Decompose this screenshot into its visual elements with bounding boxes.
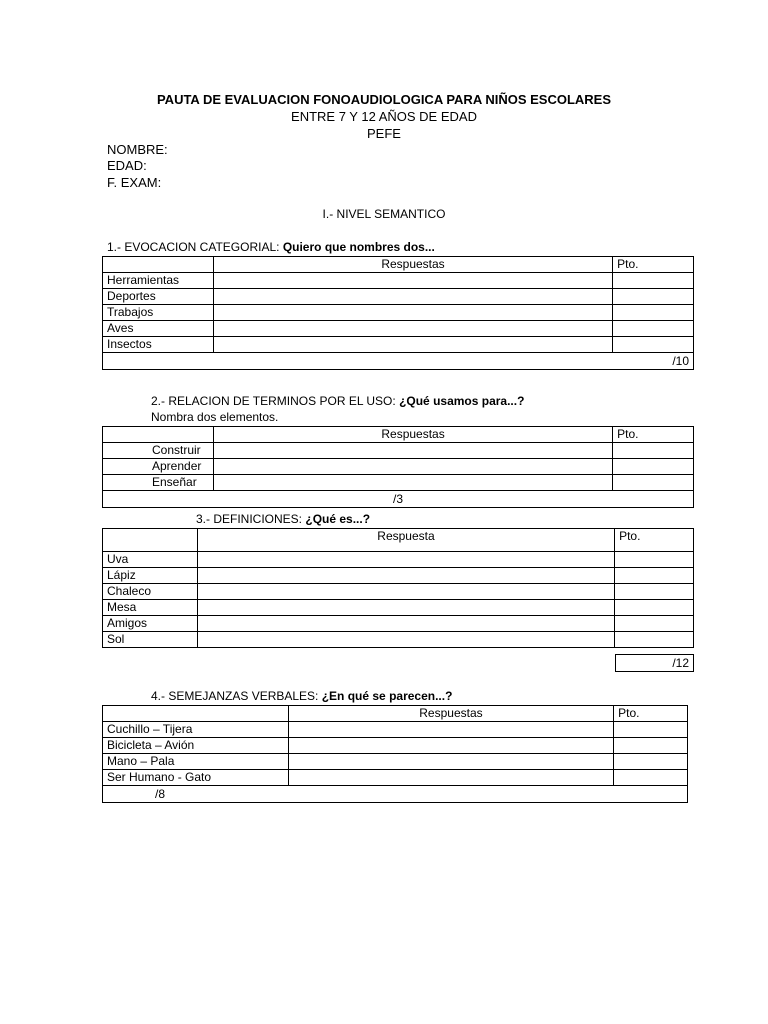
q2-total: /3 [103,491,694,508]
q4-total: /8 [103,786,688,803]
q2-prompt: ¿Qué usamos para...? [399,394,525,408]
row-label: Mesa [103,600,198,616]
answer-cell[interactable] [288,738,613,754]
answer-cell[interactable] [213,289,612,305]
q4-label: 4.- SEMEJANZAS VERBALES: [151,689,322,703]
table-row [103,321,694,337]
total-row [103,353,694,370]
row-label: Sol [103,632,198,648]
table-header-row [103,427,694,443]
table-row [103,305,694,321]
header-respuesta: Respuesta [197,529,614,552]
q4-prompt: ¿En qué se parecen...? [321,689,453,703]
row-label: Trabajos [103,305,214,321]
header-pto: Pto. [614,706,688,722]
answer-cell[interactable] [197,600,614,616]
q3-label: 3.- DEFINICIONES: [196,512,306,526]
row-label: Lápiz [103,568,198,584]
header-blank-cell [103,529,198,552]
table-row [103,568,694,584]
answer-cell[interactable] [197,632,614,648]
table-row [103,754,688,770]
header-respuestas: Respuestas [288,706,613,722]
q3-total: /12 [616,655,694,672]
row-label: Insectos [103,337,214,353]
row-label: Construir [103,443,214,459]
header-blank-cell [103,427,214,443]
answer-cell[interactable] [213,443,612,459]
answer-cell[interactable] [213,305,612,321]
score-cell[interactable] [615,600,694,616]
score-cell[interactable] [614,770,688,786]
header-respuestas: Respuestas [213,427,612,443]
q4-heading [151,689,452,703]
header-blank-cell [103,706,289,722]
answer-cell[interactable] [288,722,613,738]
q3-heading [196,512,370,526]
answer-cell[interactable] [197,616,614,632]
score-cell[interactable] [613,273,694,289]
row-label: Herramientas [103,273,214,289]
score-cell[interactable] [613,459,694,475]
q2-heading [151,394,524,408]
table-row [103,722,688,738]
q1-total: /10 [103,353,694,370]
exam-date-field-label: F. EXAM: [107,175,162,190]
answer-cell[interactable] [213,337,612,353]
row-label: Chaleco [103,584,198,600]
table-row [103,632,694,648]
score-cell[interactable] [615,632,694,648]
table-header-row [103,706,688,722]
answer-cell[interactable] [213,273,612,289]
score-cell[interactable] [613,321,694,337]
score-cell[interactable] [615,568,694,584]
header-pto: Pto. [613,257,694,273]
document-title: PAUTA DE EVALUACION FONOAUDIOLOGICA PARA NIÑOS ESCOLARES [156,92,612,107]
q3-table [102,528,694,648]
q3-prompt: ¿Qué es...? [305,512,371,526]
score-cell[interactable] [614,722,688,738]
answer-cell[interactable] [288,770,613,786]
document-code: PEFE [367,126,401,141]
table-row [103,738,688,754]
answer-cell[interactable] [213,459,612,475]
row-label: Mano – Pala [103,754,289,770]
row-label: Ser Humano - Gato [103,770,289,786]
header-blank-cell [103,257,214,273]
q1-label: 1.- EVOCACION CATEGORIAL: [107,240,283,254]
score-cell[interactable] [615,616,694,632]
q2-table [102,426,694,508]
q1-prompt: Quiero que nombres dos... [282,240,435,254]
row-label: Bicicleta – Avión [103,738,289,754]
section-heading: I.- NIVEL SEMANTICO [322,207,446,221]
table-row [103,337,694,353]
score-cell[interactable] [613,289,694,305]
table-header-row [103,529,694,552]
q2-note: Nombra dos elementos. [151,410,279,424]
answer-cell[interactable] [197,552,614,568]
q4-table [102,705,688,803]
table-row [103,770,688,786]
table-row [103,616,694,632]
score-cell[interactable] [615,584,694,600]
q1-heading [107,240,435,254]
total-row [103,491,694,508]
score-cell[interactable] [613,337,694,353]
document-subtitle: ENTRE 7 Y 12 AÑOS DE EDAD [291,109,477,124]
total-row [103,786,688,803]
row-label: Cuchillo – Tijera [103,722,289,738]
table-row [103,459,694,475]
name-field-label: NOMBRE: [107,142,168,157]
row-label: Aprender [103,459,214,475]
table-row [103,475,694,491]
table-row [103,600,694,616]
score-cell[interactable] [614,754,688,770]
answer-cell[interactable] [197,584,614,600]
answer-cell[interactable] [213,321,612,337]
answer-cell[interactable] [197,568,614,584]
q2-label: 2.- RELACION DE TERMINOS POR EL USO: [151,394,400,408]
score-cell[interactable] [613,443,694,459]
table-header-row [103,257,694,273]
row-label: Enseñar [103,475,214,491]
table-row [103,273,694,289]
row-label: Amigos [103,616,198,632]
header-respuestas: Respuestas [213,257,612,273]
score-cell[interactable] [613,305,694,321]
total-row [616,655,694,672]
row-label: Aves [103,321,214,337]
header-pto: Pto. [615,529,694,552]
header-pto: Pto. [613,427,694,443]
answer-cell[interactable] [288,754,613,770]
q1-table [102,256,694,370]
row-label: Uva [103,552,198,568]
table-row [103,443,694,459]
age-field-label: EDAD: [107,158,147,173]
score-cell[interactable] [613,475,694,491]
q3-total-box [615,654,694,672]
score-cell[interactable] [614,738,688,754]
row-label: Deportes [103,289,214,305]
table-row [103,584,694,600]
table-row [103,552,694,568]
answer-cell[interactable] [213,475,612,491]
table-row [103,289,694,305]
score-cell[interactable] [615,552,694,568]
